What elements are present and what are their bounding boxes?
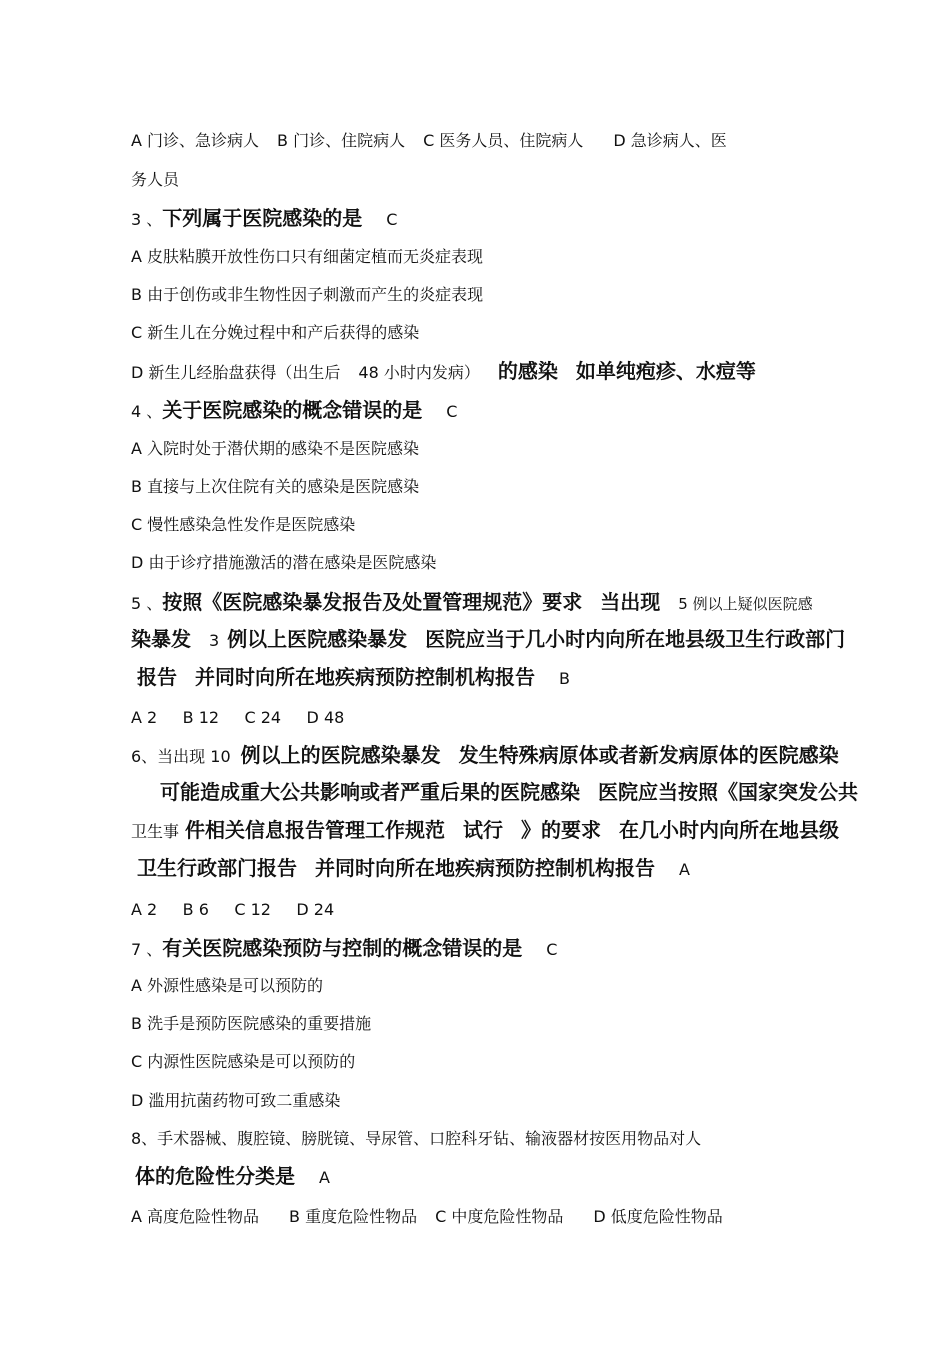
- q5-l1-text-c: 5 例以上疑似医院感: [678, 595, 813, 613]
- q8-option-a: A 高度危险性物品: [131, 1207, 260, 1226]
- q7-option-b: B 洗手是预防医院感染的重要措施: [131, 1014, 372, 1033]
- q2-option-a: A 门诊、急诊病人: [131, 131, 260, 150]
- q4-option-c: C 慢性感染急性发作是医院感染: [131, 515, 356, 534]
- q6-answer: A: [679, 860, 690, 879]
- q8-line-1: 8、手术器械、腹腔镜、膀胱镜、导尿管、口腔科牙钻、输液器材按医用物品对人: [131, 1129, 702, 1148]
- q4-option-a: A 入院时处于潜伏期的感染不是医院感染: [131, 439, 420, 458]
- q5-l1-text-b: 当出现: [600, 590, 661, 614]
- q5-l2-text-d: 医院应当于几小时内向所在地县级卫生行政部门: [425, 627, 846, 651]
- q8-option-d: D 低度危险性物品: [593, 1207, 723, 1226]
- q2-option-c: C 医务人员、住院病人: [423, 131, 584, 150]
- q5-l3-text-a: 报告: [137, 665, 177, 689]
- q6-l3-text-b: 件相关信息报告管理工作规范: [185, 818, 446, 842]
- q6-l3-text-e: 在几小时内向所在地县级: [619, 818, 840, 842]
- q4-question: 关于医院感染的概念错误的是: [162, 398, 423, 422]
- q5-l2-text-b: 3: [209, 631, 220, 650]
- q6-l2-text-a: 可能造成重大公共影响或者严重后果的医院感染: [160, 780, 580, 804]
- q6-line-1: [131, 742, 839, 768]
- q2-option-d-cont: 务人员: [131, 170, 180, 189]
- q6-l3-text-c: 试行: [463, 818, 504, 842]
- q4-stem: [131, 397, 820, 423]
- q3-number: 3 、: [131, 210, 163, 229]
- q7-number: 7 、: [131, 940, 163, 959]
- q8-option-b: B 重度危险性物品: [289, 1207, 418, 1226]
- q8-option-c: C 中度危险性物品: [435, 1207, 564, 1226]
- q4-answer: C: [446, 402, 458, 421]
- q7-option-c: C 内源性医院感染是可以预防的: [131, 1052, 356, 1071]
- q6-l4-text-b: 并同时向所在地疾病预防控制机构报告: [315, 856, 655, 880]
- q8-answer: A: [319, 1168, 330, 1187]
- q6-l1-text-a: 6、当出现 10: [131, 747, 231, 766]
- q4-option-b: B 直接与上次住院有关的感染是医院感染: [131, 477, 420, 496]
- q3-option-c: C 新生儿在分娩过程中和产后获得的感染: [131, 323, 420, 342]
- q8-line-2: [135, 1163, 820, 1189]
- q5-l2-text-a: 染暴发: [131, 627, 191, 651]
- q5-line-2: [131, 626, 846, 652]
- q3-option-d-part3: 的感染: [497, 359, 558, 383]
- q5-l1-text-a: 按照《医院感染暴发报告及处置管理规范》要求: [162, 590, 583, 614]
- q3-option-d: [131, 358, 820, 384]
- q2-option-d: D 急诊病人、医: [613, 131, 727, 150]
- q7-option-a: A 外源性感染是可以预防的: [131, 976, 324, 995]
- q3-option-d-part4: 如单纯疱疹、水痘等: [575, 359, 756, 383]
- q6-l1-text-b: 例以上的医院感染暴发: [240, 743, 441, 767]
- q7-stem: [131, 935, 820, 961]
- q5-line-3: [137, 664, 820, 690]
- q4-number: 4 、: [131, 402, 163, 421]
- q6-line-2: [160, 779, 858, 805]
- q3-stem: [131, 205, 820, 231]
- q2-option-b: B 门诊、住院病人: [277, 131, 406, 150]
- q5-line-1: [131, 589, 820, 615]
- q8-options: [131, 1207, 820, 1227]
- q5-number: 5 、: [131, 594, 163, 613]
- q3-option-a: A 皮肤粘膜开放性伤口只有细菌定植而无炎症表现: [131, 247, 484, 266]
- q2-options: [131, 131, 820, 151]
- q5-answer: B: [559, 669, 570, 688]
- q6-options: A 2 B 6 C 12 D 24: [131, 900, 335, 919]
- q6-line-4: [137, 855, 820, 881]
- q3-option-b: B 由于创伤或非生物性因子刺激而产生的炎症表现: [131, 285, 484, 304]
- q5-l3-text-b: 并同时向所在地疾病预防控制机构报告: [195, 665, 535, 689]
- q8-question: 体的危险性分类是: [135, 1164, 295, 1188]
- q3-option-d-part2: 48 小时内发病）: [358, 363, 480, 382]
- q6-l3-text-d: 》的要求: [521, 818, 602, 842]
- q5-l2-text-c: 例以上医院感染暴发: [227, 627, 408, 651]
- q5-options: A 2 B 12 C 24 D 48: [131, 708, 345, 727]
- q3-option-d-part1: D 新生儿经胎盘获得（出生后: [131, 363, 341, 382]
- q6-l1-text-c: 发生特殊病原体或者新发病原体的医院感染: [458, 743, 839, 767]
- q6-line-3: [131, 817, 840, 843]
- q3-question: 下列属于医院感染的是: [162, 206, 363, 230]
- q7-answer: C: [546, 940, 558, 959]
- q6-l4-text-a: 卫生行政部门报告: [137, 856, 297, 880]
- q6-l2-text-b: 医院应当按照《国家突发公共: [598, 780, 858, 804]
- q7-option-d: D 滥用抗菌药物可致二重感染: [131, 1091, 341, 1110]
- q6-l3-text-a: 卫生事: [131, 822, 180, 841]
- q3-answer: C: [386, 210, 398, 229]
- q7-question: 有关医院感染预防与控制的概念错误的是: [162, 936, 523, 960]
- q4-option-d: D 由于诊疗措施激活的潜在感染是医院感染: [131, 553, 437, 572]
